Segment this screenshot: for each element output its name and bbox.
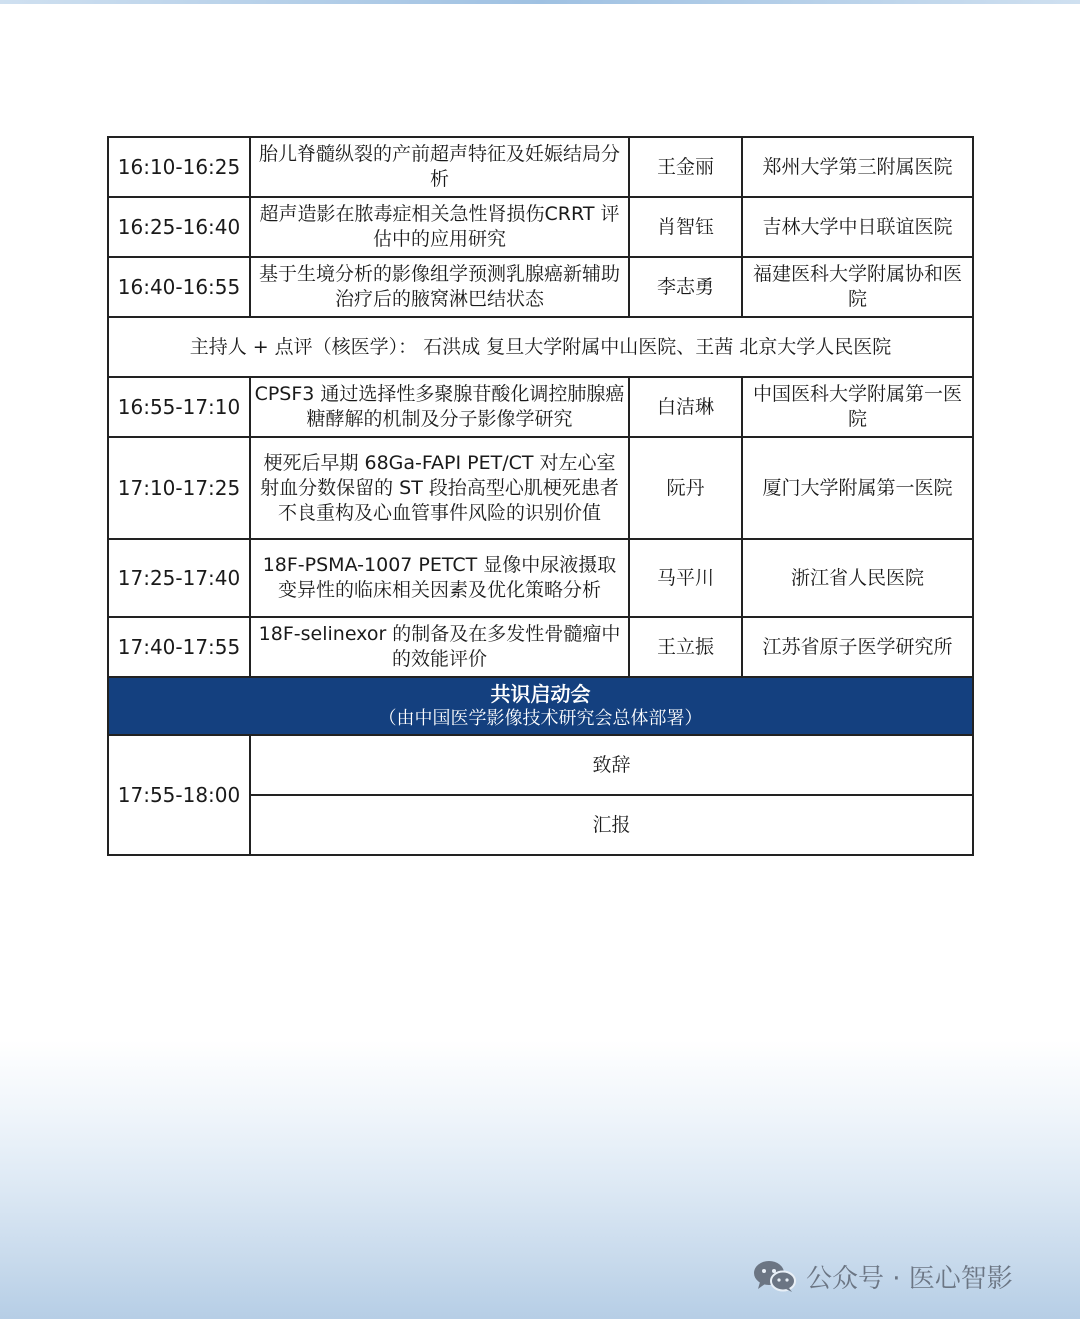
- session-time: 16:55-17:10: [108, 377, 250, 437]
- table-row: [108, 437, 973, 539]
- session-time: 17:25-17:40: [108, 539, 250, 617]
- session-speaker: 王立振: [629, 617, 742, 677]
- table-row: [108, 257, 973, 317]
- host-row: [108, 317, 973, 377]
- table-row: [108, 197, 973, 257]
- session-hospital: 中国医科大学附属第一医院: [742, 377, 973, 437]
- closing-item: 汇报: [250, 795, 973, 855]
- table-row: [108, 377, 973, 437]
- session-topic: 基于生境分析的影像组学预测乳腺癌新辅助治疗后的腋窝淋巴结状态: [250, 257, 629, 317]
- session-topic: 超声造影在脓毒症相关急性肾损伤CRRT 评估中的应用研究: [250, 197, 629, 257]
- watermark-text: 公众号 · 医心智影: [806, 1263, 1013, 1294]
- session-speaker: 白洁琳: [629, 377, 742, 437]
- session-time: 16:40-16:55: [108, 257, 250, 317]
- section-band: [108, 677, 973, 735]
- session-hospital: 郑州大学第三附属医院: [742, 137, 973, 197]
- watermark: [752, 1256, 1013, 1296]
- session-hospital: 厦门大学附属第一医院: [742, 437, 973, 539]
- session-hospital: 浙江省人民医院: [742, 539, 973, 617]
- session-topic: 18F-selinexor 的制备及在多发性骨髓瘤中的效能评价: [250, 617, 629, 677]
- session-time: 17:40-17:55: [108, 617, 250, 677]
- closing-item: 致辞: [250, 735, 973, 795]
- session-hospital: 江苏省原子医学研究所: [742, 617, 973, 677]
- closing-time: 17:55-18:00: [108, 735, 250, 855]
- table-row: [108, 539, 973, 617]
- table-row: [108, 137, 973, 197]
- top-decor-strip: [0, 0, 1080, 4]
- session-speaker: 阮丹: [629, 437, 742, 539]
- session-time: 17:10-17:25: [108, 437, 250, 539]
- session-hospital: 吉林大学中日联谊医院: [742, 197, 973, 257]
- agenda-table: [107, 136, 974, 856]
- section-subtitle: （由中国医学影像技术研究会总体部署）: [378, 708, 703, 729]
- session-speaker: 肖智钰: [629, 197, 742, 257]
- section-band-cell: [108, 677, 973, 735]
- host-line: 主持人 + 点评（核医学）： 石洪成 复旦大学附属中山医院、王茜 北京大学人民医院: [108, 317, 973, 377]
- section-title: 共识启动会: [490, 682, 591, 706]
- session-hospital: 福建医科大学附属协和医院: [742, 257, 973, 317]
- session-topic: CPSF3 通过选择性多聚腺苷酸化调控肺腺癌糖酵解的机制及分子影像学研究: [250, 377, 629, 437]
- table-row: [108, 617, 973, 677]
- session-speaker: 李志勇: [629, 257, 742, 317]
- wechat-icon: [752, 1259, 796, 1293]
- session-time: 16:25-16:40: [108, 197, 250, 257]
- table-row: [108, 735, 973, 795]
- session-topic: 18F-PSMA-1007 PETCT 显像中尿液摄取变异性的临床相关因素及优化策略分析: [250, 539, 629, 617]
- session-topic: 胎儿脊髓纵裂的产前超声特征及妊娠结局分析: [250, 137, 629, 197]
- session-speaker: 王金丽: [629, 137, 742, 197]
- session-time: 16:10-16:25: [108, 137, 250, 197]
- session-speaker: 马平川: [629, 539, 742, 617]
- session-topic: 梗死后早期 68Ga-FAPI PET/CT 对左心室射血分数保留的 ST 段抬高型心肌梗死患者不良重构及心血管事件风险的识别价值: [250, 437, 629, 539]
